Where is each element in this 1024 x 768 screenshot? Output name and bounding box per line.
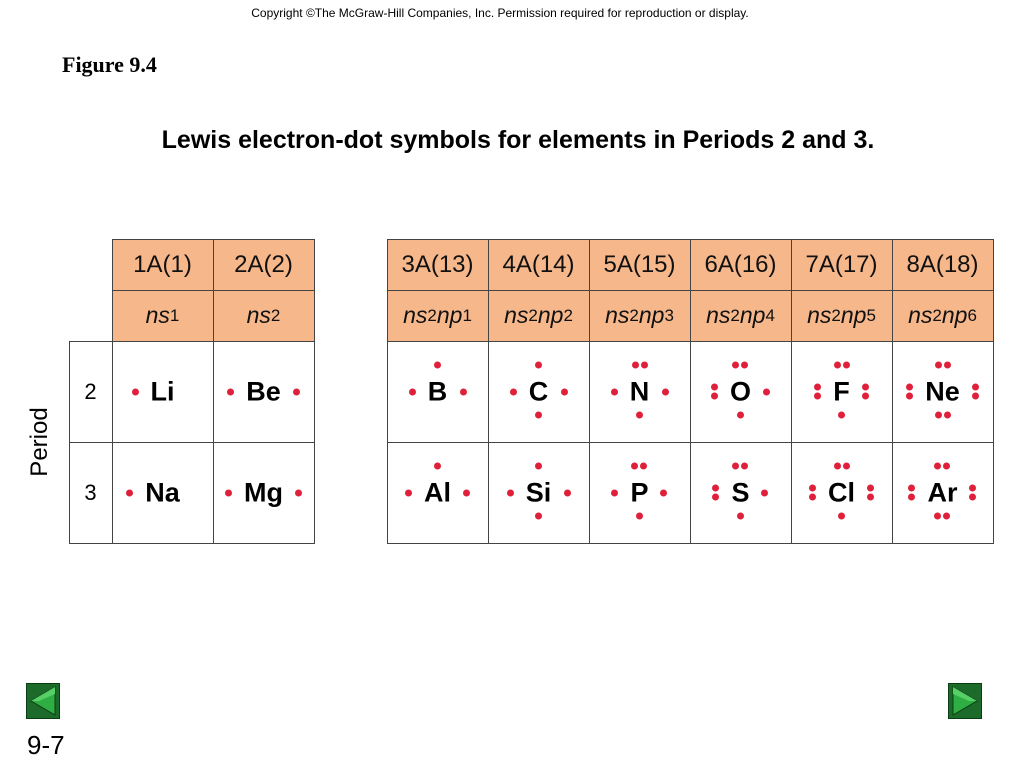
electron-dot — [640, 462, 647, 469]
group-header-cell: 2A(2) — [213, 239, 314, 290]
element-cell — [387, 442, 488, 543]
element-cell — [213, 442, 314, 543]
lewis-symbol — [892, 479, 993, 506]
valence-config-cell: ns 1 — [112, 290, 213, 341]
electron-dot — [535, 462, 542, 469]
group-header-cell: 5A(15) — [589, 239, 690, 290]
valence-config-cell: ns 2 np 5 — [791, 290, 892, 341]
electron-dot — [906, 393, 913, 400]
element-cell — [387, 341, 488, 442]
period-number-cell: 3 — [69, 442, 112, 543]
lewis-symbol — [112, 479, 213, 506]
right-triangle-icon — [949, 684, 981, 718]
electron-dot — [867, 494, 874, 501]
lewis-symbol — [213, 378, 314, 405]
config-orbital: ns — [605, 302, 630, 328]
electron-dot — [409, 388, 416, 395]
electron-dot — [934, 512, 941, 519]
group-header-cell: 8A(18) — [892, 239, 993, 290]
electron-dot — [944, 361, 951, 368]
electron-dot — [737, 411, 744, 418]
lewis-symbol — [488, 378, 589, 405]
lewis-symbol — [387, 479, 488, 506]
grid-line — [213, 239, 214, 544]
lewis-symbol — [791, 378, 892, 405]
electron-dot — [838, 512, 845, 519]
element-symbol: Ne — [925, 378, 960, 405]
element-symbol: C — [529, 378, 549, 405]
electron-dot — [434, 462, 441, 469]
electron-dot — [636, 512, 643, 519]
electron-dot — [535, 512, 542, 519]
electron-dot — [843, 462, 850, 469]
period-axis-label: Period — [26, 407, 53, 477]
electron-dot — [732, 462, 739, 469]
left-triangle-icon — [27, 684, 59, 718]
electron-dot — [809, 485, 816, 492]
electron-dot — [814, 384, 821, 391]
valence-config-cell: ns 2 np 1 — [387, 290, 488, 341]
electron-dot — [943, 462, 950, 469]
lewis-symbol — [589, 479, 690, 506]
element-symbol: Na — [145, 479, 180, 506]
grid-line — [488, 239, 489, 544]
config-orbital: ns — [246, 302, 271, 328]
valence-config-cell: ns 2 np 2 — [488, 290, 589, 341]
grid-line — [993, 239, 994, 544]
valence-config-cell: ns 2 — [213, 290, 314, 341]
electron-dot — [935, 411, 942, 418]
electron-dot — [510, 388, 517, 395]
config-orbital: np — [840, 302, 867, 328]
electron-dot — [732, 361, 739, 368]
element-cell — [589, 341, 690, 442]
electron-dot — [660, 489, 667, 496]
electron-dot — [711, 393, 718, 400]
electron-dot — [943, 512, 950, 519]
electron-dot — [972, 393, 979, 400]
group-header-cell: 4A(14) — [488, 239, 589, 290]
electron-dot — [934, 462, 941, 469]
grid-line — [69, 543, 112, 544]
electron-dot — [741, 361, 748, 368]
grid-line — [314, 239, 315, 544]
electron-dot — [507, 489, 514, 496]
copyright-notice: Copyright ©The McGraw-Hill Companies, Inc. Permission required for reproduction or display. — [251, 6, 749, 20]
config-orbital: np — [941, 302, 968, 328]
grid-line — [892, 239, 893, 544]
element-cell — [791, 341, 892, 442]
electron-dot — [712, 485, 719, 492]
element-cell — [690, 341, 791, 442]
element-symbol: P — [630, 479, 648, 506]
lewis-symbol — [690, 479, 791, 506]
element-cell — [488, 341, 589, 442]
element-cell — [690, 442, 791, 543]
config-orbital: ns — [807, 302, 832, 328]
element-symbol: O — [730, 378, 751, 405]
element-symbol: B — [428, 378, 448, 405]
electron-dot — [225, 489, 232, 496]
electron-dot — [834, 361, 841, 368]
electron-dot — [126, 489, 133, 496]
config-orbital: np — [739, 302, 766, 328]
element-cell — [892, 442, 993, 543]
element-symbol: Be — [246, 378, 281, 405]
electron-dot — [293, 388, 300, 395]
electron-dot — [132, 388, 139, 395]
element-cell — [892, 341, 993, 442]
lewis-symbol — [112, 378, 213, 405]
slide-number: 9-7 — [27, 730, 65, 760]
electron-dot — [535, 361, 542, 368]
electron-dot — [834, 462, 841, 469]
electron-dot — [434, 361, 441, 368]
element-symbol: F — [833, 378, 850, 405]
element-symbol: Cl — [828, 479, 855, 506]
period-number-cell: 2 — [69, 341, 112, 442]
config-orbital: np — [537, 302, 564, 328]
electron-dot — [843, 361, 850, 368]
electron-dot — [632, 361, 639, 368]
electron-dot — [763, 388, 770, 395]
electron-dot — [908, 485, 915, 492]
electron-dot — [969, 494, 976, 501]
group-header-cell: 7A(17) — [791, 239, 892, 290]
lewis-symbol — [589, 378, 690, 405]
lewis-symbol — [690, 378, 791, 405]
element-cell — [589, 442, 690, 543]
electron-dot — [814, 393, 821, 400]
grid-line — [69, 341, 112, 342]
element-cell — [488, 442, 589, 543]
electron-dot — [809, 494, 816, 501]
electron-dot — [761, 489, 768, 496]
config-orbital: ns — [504, 302, 529, 328]
group-header-cell: 1A(1) — [112, 239, 213, 290]
electron-dot — [636, 411, 643, 418]
element-symbol: Ar — [927, 479, 957, 506]
lewis-symbol — [387, 378, 488, 405]
config-orbital: ns — [145, 302, 170, 328]
element-cell — [213, 341, 314, 442]
lewis-symbol — [213, 479, 314, 506]
electron-dot — [535, 411, 542, 418]
next-slide-button[interactable] — [948, 683, 982, 719]
electron-dot — [862, 384, 869, 391]
previous-slide-button[interactable] — [26, 683, 60, 719]
electron-dot — [561, 388, 568, 395]
element-symbol: Li — [151, 378, 175, 405]
grid-line — [69, 341, 70, 544]
electron-dot — [641, 361, 648, 368]
electron-dot — [295, 489, 302, 496]
element-symbol: S — [731, 479, 749, 506]
element-cell — [112, 442, 213, 543]
electron-dot — [935, 361, 942, 368]
electron-dot — [712, 494, 719, 501]
element-cell — [791, 442, 892, 543]
lewis-symbol — [488, 479, 589, 506]
electron-dot — [972, 384, 979, 391]
valence-config-cell: ns 2 np 3 — [589, 290, 690, 341]
config-orbital: ns — [403, 302, 428, 328]
electron-dot — [862, 393, 869, 400]
electron-dot — [631, 462, 638, 469]
element-symbol: N — [630, 378, 650, 405]
electron-dot — [611, 489, 618, 496]
electron-dot — [405, 489, 412, 496]
electron-dot — [969, 485, 976, 492]
figure-label: Figure 9.4 — [62, 52, 157, 77]
slide-title: Lewis electron-dot symbols for elements in Periods 2 and 3. — [161, 126, 875, 154]
electron-dot — [741, 462, 748, 469]
valence-config-cell: ns 2 np 6 — [892, 290, 993, 341]
lewis-symbol — [791, 479, 892, 506]
grid-line — [69, 442, 112, 443]
element-symbol: Al — [424, 479, 451, 506]
element-cell — [112, 341, 213, 442]
electron-dot — [838, 411, 845, 418]
group-header-cell: 3A(13) — [387, 239, 488, 290]
config-orbital: ns — [908, 302, 933, 328]
electron-dot — [227, 388, 234, 395]
electron-dot — [611, 388, 618, 395]
element-symbol: Mg — [244, 479, 283, 506]
grid-line — [112, 239, 113, 544]
element-symbol: Si — [526, 479, 552, 506]
group-header-cell: 6A(16) — [690, 239, 791, 290]
electron-dot — [460, 388, 467, 395]
grid-line — [589, 239, 590, 544]
electron-dot — [737, 512, 744, 519]
electron-dot — [908, 494, 915, 501]
electron-dot — [867, 485, 874, 492]
lewis-symbol — [892, 378, 993, 405]
electron-dot — [711, 384, 718, 391]
electron-dot — [662, 388, 669, 395]
grid-line — [791, 239, 792, 544]
config-orbital: np — [638, 302, 665, 328]
valence-config-cell: ns 2 np 4 — [690, 290, 791, 341]
config-orbital: ns — [706, 302, 731, 328]
grid-line — [690, 239, 691, 544]
electron-dot — [463, 489, 470, 496]
electron-dot — [944, 411, 951, 418]
electron-dot — [906, 384, 913, 391]
grid-line — [387, 239, 388, 544]
electron-dot — [564, 489, 571, 496]
config-orbital: np — [436, 302, 463, 328]
